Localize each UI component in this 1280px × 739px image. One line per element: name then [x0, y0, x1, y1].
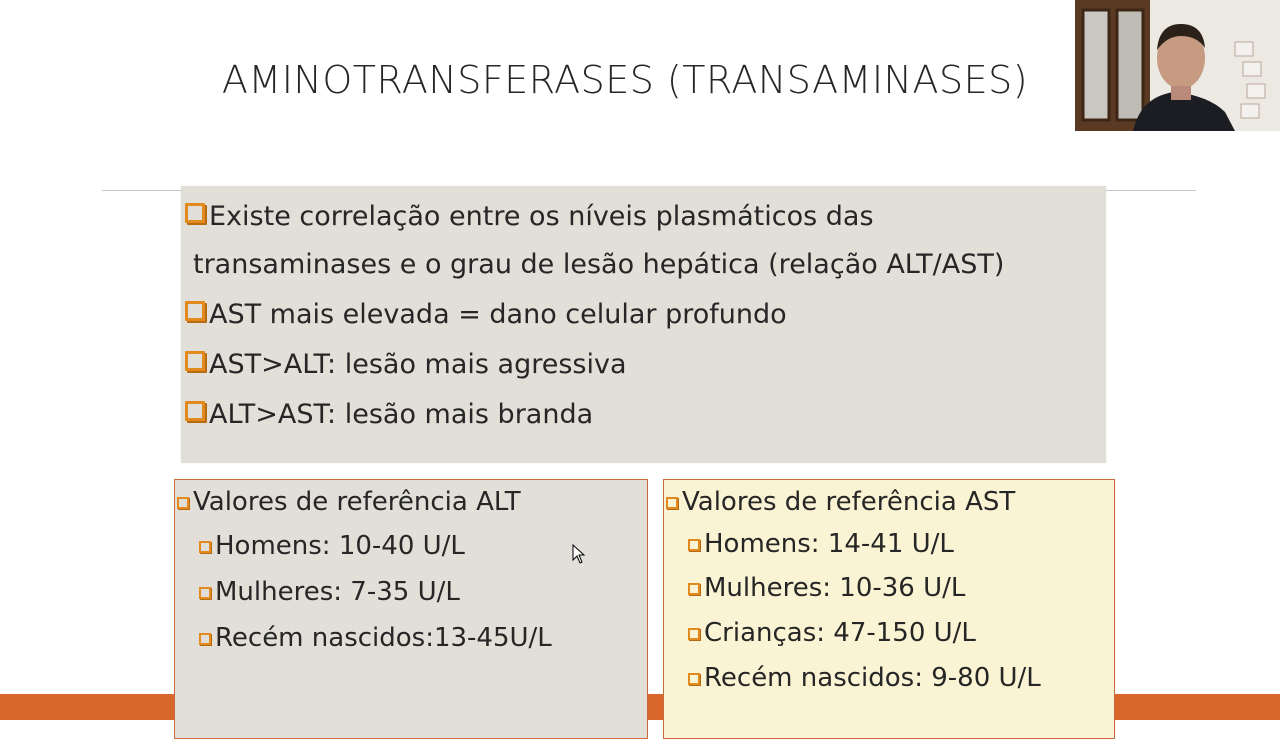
main-point-4-text: ALT>AST: lesão mais branda: [209, 399, 594, 430]
webcam-image: [1075, 0, 1280, 131]
checkbox-icon: [199, 587, 211, 599]
main-point-1: [185, 201, 874, 233]
ast-reference-box: [663, 479, 1115, 739]
ast-item-children-text: Crianças: 47-150 U/L: [704, 618, 976, 648]
main-point-1-line2: transaminases e o grau de lesão hepática (relação ALT/AST): [193, 249, 1005, 280]
ast-heading-text: Valores de referência AST: [682, 487, 1016, 517]
ast-item-women-text: Mulheres: 10-36 U/L: [704, 573, 966, 603]
checkbox-icon: [185, 351, 205, 371]
main-point-4: [185, 399, 593, 431]
alt-heading: [177, 486, 521, 518]
checkbox-icon: [688, 539, 700, 551]
alt-item-women-text: Mulheres: 7-35 U/L: [215, 577, 460, 607]
ast-item-newborns: [688, 662, 1041, 694]
main-point-1-line1: Existe correlação entre os níveis plasmáticos das: [209, 201, 874, 232]
alt-reference-box: [174, 479, 648, 739]
alt-heading-text: Valores de referência ALT: [193, 487, 521, 517]
alt-item-newborns-text: Recém nascidos:13-45U/L: [215, 623, 552, 653]
checkbox-icon: [199, 633, 211, 645]
checkbox-icon: [177, 497, 189, 509]
ast-item-children: [688, 617, 976, 649]
checkbox-icon: [199, 541, 211, 553]
main-point-3-text: AST>ALT: lesão mais agressiva: [209, 349, 627, 380]
checkbox-icon: [666, 497, 678, 509]
ast-item-women: [688, 572, 965, 604]
checkbox-icon: [185, 401, 205, 421]
alt-item-men-text: Homens: 10-40 U/L: [215, 531, 465, 561]
ast-item-newborns-text: Recém nascidos: 9-80 U/L: [704, 663, 1041, 693]
ast-item-men-text: Homens: 14-41 U/L: [704, 529, 954, 559]
alt-item-men: [199, 530, 465, 562]
checkbox-icon: [688, 628, 700, 640]
mouse-pointer-icon: [572, 544, 586, 564]
checkbox-icon: [688, 673, 700, 685]
ast-heading: [666, 486, 1015, 518]
alt-item-newborns: [199, 622, 552, 654]
main-point-2: [185, 299, 787, 331]
presenter-webcam: [1075, 0, 1280, 131]
main-point-3: [185, 349, 627, 381]
alt-item-women: [199, 576, 460, 608]
checkbox-icon: [185, 301, 205, 321]
checkbox-icon: [688, 583, 700, 595]
ast-item-men: [688, 528, 954, 560]
checkbox-icon: [185, 203, 205, 223]
main-point-1-continued: [193, 249, 1004, 281]
main-point-2-text: AST mais elevada = dano celular profundo: [209, 299, 787, 330]
main-points-box: [181, 186, 1106, 463]
slide-title: AMINOTRANSFERASES (TRANSAMINASES): [221, 58, 1029, 102]
